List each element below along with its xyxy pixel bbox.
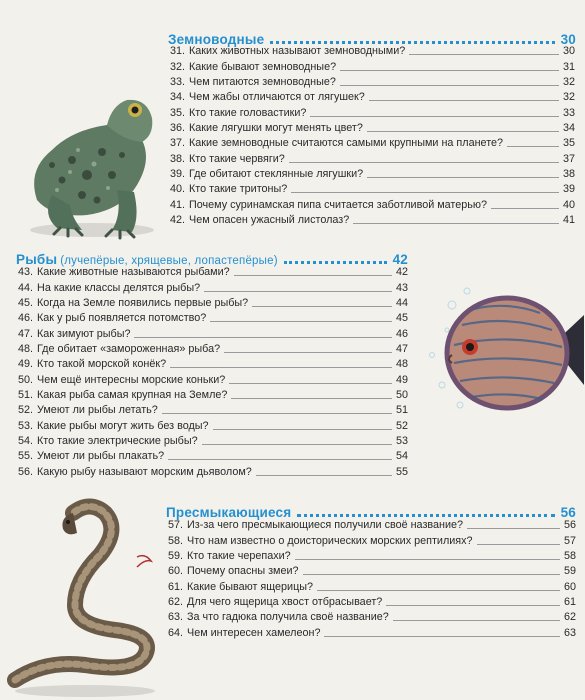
entry-page: 56 [563,519,576,532]
contents-entry[interactable] [168,594,576,609]
entry-leader-line [162,413,392,414]
contents-entry[interactable] [170,150,575,165]
entry-number: 42. [170,214,186,227]
entry-question: Какие земноводные считаются самыми крупными на планете? [189,137,504,150]
contents-entry[interactable] [168,517,576,532]
entry-question: Какую рыбу называют морским дьяволом? [37,465,252,478]
contents-entry[interactable] [18,371,408,386]
entry-page: 51 [395,404,408,417]
entry-question: Почему опасны змеи? [187,565,299,578]
entry-number: 33. [170,76,186,89]
section-page: 42 [392,252,408,267]
entry-leader-line [170,367,392,368]
entry-question: Какие животные называются рыбами? [37,266,230,279]
contents-entry[interactable] [18,417,408,432]
contents-entry[interactable] [170,104,575,119]
entry-question: Как у рыб появляется потомство? [37,312,207,325]
entry-page: 43 [395,281,408,294]
entry-number: 56. [18,465,34,478]
entry-number: 37. [170,137,186,150]
entry-number: 49. [18,358,34,371]
entry-number: 32. [170,60,186,73]
entry-page: 50 [395,389,408,402]
entry-question: Какие рыбы могут жить без воды? [37,419,209,432]
entry-question: Чем опасен ужасный листолаз? [189,214,350,227]
contents-entry[interactable] [168,578,576,593]
frog-illustration [12,80,162,240]
entry-number: 63. [168,611,184,624]
entry-page: 31 [562,60,575,73]
section-title: Рыбы [16,252,58,267]
entry-number: 48. [18,343,34,356]
entry-number: 45. [18,297,34,310]
entry-question: Что нам известно о доисторических морских рептилиях? [187,534,473,547]
section-title: Пресмыкающиеся [166,505,292,520]
contents-entry[interactable] [170,135,575,150]
entry-page: 38 [562,168,575,181]
entry-question: Кто такие червяги? [189,152,285,165]
entry-leader-line [252,306,392,307]
contents-entry[interactable] [18,448,408,463]
contents-entry[interactable] [168,609,576,624]
entry-leader-line [353,223,559,224]
contents-entry[interactable] [170,212,575,227]
entry-question: Чем питаются земноводные? [189,76,336,89]
snake-illustration [5,495,167,700]
entry-leader-line [224,352,392,353]
entry-question: Кто такие электрические рыбы? [37,435,198,448]
entry-question: Какие бывают земноводные? [189,60,337,73]
entry-page: 55 [395,465,408,478]
entry-page: 52 [395,419,408,432]
entry-question: Чем ещё интересны морские коньки? [37,373,226,386]
entry-page: 30 [562,45,575,58]
entry-leader-line [317,590,560,591]
entry-number: 57. [168,519,184,532]
entry-number: 62. [168,596,184,609]
contents-entry[interactable] [18,264,408,279]
contents-entry[interactable] [18,310,408,325]
entry-page: 32 [562,91,575,104]
entry-leader-line [134,337,392,338]
entry-page: 60 [563,580,576,593]
entry-leader-line [324,636,560,637]
contents-entry[interactable] [170,58,575,73]
entry-page: 37 [562,152,575,165]
entry-leader-line [295,559,560,560]
contents-entry[interactable] [170,43,575,58]
entry-leader-line [303,574,560,575]
contents-entry[interactable] [18,325,408,340]
entry-leader-line [369,100,559,101]
entry-page: 49 [395,373,408,386]
entry-number: 38. [170,152,186,165]
contents-entry[interactable] [170,120,575,135]
contents-entry[interactable] [18,356,408,371]
entry-leader-line [202,444,392,445]
entry-question: Из-за чего пресмыкающиеся получили своё название? [187,519,464,532]
contents-entry[interactable] [18,463,408,478]
entry-question: Кто такой морской конёк? [37,358,167,371]
entry-number: 60. [168,565,184,578]
entry-page: 32 [562,76,575,89]
entry-leader-line [234,275,392,276]
entry-page: 33 [562,106,575,119]
entry-leader-line [210,321,392,322]
entry-leader-line [204,291,392,292]
contents-list-fish [18,264,408,479]
entry-number: 39. [170,168,186,181]
entry-leader-line [310,116,559,117]
entry-page: 53 [395,435,408,448]
entry-number: 43. [18,266,34,279]
entry-leader-line [340,70,559,71]
entry-number: 51. [18,389,34,402]
entry-number: 35. [170,106,186,119]
entry-number: 58. [168,534,184,547]
entry-question: Какие лягушки могут менять цвет? [189,122,363,135]
entry-question: Чем жабы отличаются от лягушек? [189,91,365,104]
entry-page: 57 [563,534,576,547]
contents-entry[interactable] [168,624,576,639]
entry-question: Какие бывают ящерицы? [187,580,314,593]
entry-leader-line [291,192,559,193]
entry-leader-line [213,429,392,430]
entry-leader-line [367,131,559,132]
entry-number: 59. [168,550,184,563]
entry-number: 41. [170,198,186,211]
entry-question: Каких животных называют земноводными? [189,45,406,58]
entry-number: 50. [18,373,34,386]
entry-question: Когда на Земле появились первые рыбы? [37,297,249,310]
contents-entry[interactable] [170,89,575,104]
entry-question: Для чего ящерица хвост отбрасывает? [187,596,383,609]
entry-question: Как зимуют рыбы? [37,327,131,340]
entry-page: 40 [562,198,575,211]
contents-entry[interactable] [170,166,575,181]
entry-question: Умеют ли рыбы летать? [37,404,158,417]
entry-question: На какие классы делятся рыбы? [37,281,201,294]
entry-question: Кто такие тритоны? [189,183,288,196]
entry-number: 46. [18,312,34,325]
entry-page: 47 [395,343,408,356]
contents-entry[interactable] [18,279,408,294]
entry-page: 46 [395,327,408,340]
entry-page: 54 [395,450,408,463]
entry-leader-line [393,620,560,621]
entry-page: 59 [563,565,576,578]
section-subtitle: (лучепёрые, хрящевые, лопастепёрые) [60,255,278,267]
entry-number: 54. [18,435,34,448]
entry-number: 55. [18,450,34,463]
entry-page: 58 [563,550,576,563]
section-title: Земноводные [168,32,265,47]
section-page: 30 [560,32,576,47]
entry-leader-line [229,383,392,384]
entry-leader-line [340,85,559,86]
entry-number: 31. [170,45,186,58]
entry-leader-line [409,54,559,55]
contents-entry[interactable] [18,341,408,356]
entry-leader-line [467,528,560,529]
contents-list-amphibians [170,43,575,227]
entry-number: 47. [18,327,34,340]
contents-list-reptiles [168,517,576,640]
entry-number: 53. [18,419,34,432]
entry-page: 34 [562,122,575,135]
section-page: 56 [560,505,576,520]
entry-page: 61 [563,596,576,609]
contents-entry[interactable] [18,387,408,402]
entry-number: 64. [168,626,184,639]
entry-page: 63 [563,626,576,639]
contents-entry[interactable] [18,433,408,448]
entry-question: Умеют ли рыбы плакать? [37,450,165,463]
entry-page: 42 [395,266,408,279]
entry-number: 44. [18,281,34,294]
entry-number: 34. [170,91,186,104]
entry-question: За что гадюка получила своё название? [187,611,389,624]
contents-entry[interactable] [170,74,575,89]
entry-number: 36. [170,122,186,135]
contents-entry[interactable] [170,196,575,211]
entry-question: Где обитает «замороженная» рыба? [37,343,221,356]
entry-page: 41 [562,214,575,227]
entry-leader-line [168,459,392,460]
entry-page: 44 [395,297,408,310]
contents-entry[interactable] [168,548,576,563]
contents-entry[interactable] [18,402,408,417]
entry-question: Где обитают стеклянные лягушки? [189,168,364,181]
entry-leader-line [367,177,559,178]
entry-leader-line [491,208,559,209]
entry-leader-line [477,544,560,545]
entry-question: Кто такие черепахи? [187,550,291,563]
entry-page: 39 [562,183,575,196]
entry-number: 61. [168,580,184,593]
entry-question: Чем интересен хамелеон? [187,626,321,639]
entry-question: Почему суринамская пипа считается заботливой матерью? [189,198,487,211]
entry-page: 48 [395,358,408,371]
discus-fish-illustration [412,275,585,430]
contents-entry[interactable] [168,563,576,578]
entry-page: 62 [563,611,576,624]
entry-question: Какая рыба самая крупная на Земле? [37,389,228,402]
contents-entry[interactable] [168,532,576,547]
entry-leader-line [507,146,559,147]
contents-entry[interactable] [170,181,575,196]
entry-leader-line [256,475,392,476]
entry-leader-line [386,605,560,606]
entry-page: 35 [562,137,575,150]
entry-page: 45 [395,312,408,325]
entry-leader-line [289,162,559,163]
contents-entry[interactable] [18,295,408,310]
entry-leader-line [231,398,392,399]
entry-question: Кто такие головастики? [189,106,307,119]
entry-number: 40. [170,183,186,196]
entry-number: 52. [18,404,34,417]
